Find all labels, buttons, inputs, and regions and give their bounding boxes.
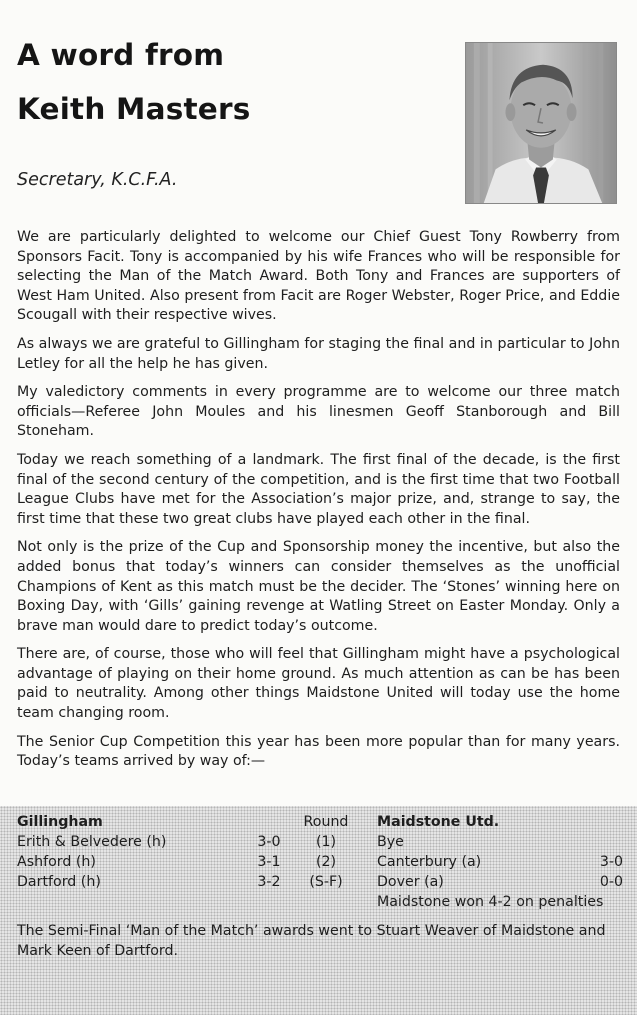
- left-match: Erith & Belvedere (h): [17, 834, 167, 850]
- left-team-header: Gillingham: [17, 814, 103, 830]
- right-match: Dover (a): [377, 874, 444, 890]
- left-match: Ashford (h): [17, 854, 96, 870]
- title-line-1: A word from: [17, 38, 225, 72]
- right-match: Bye: [377, 834, 404, 850]
- left-score: [247, 892, 291, 912]
- round: (1): [315, 834, 337, 850]
- results-header-row: [17, 812, 623, 832]
- right-match: Canterbury (a): [377, 854, 482, 870]
- round: (2): [315, 854, 337, 870]
- paragraph: We are particularly delighted to welcome our Chief Guest Tony Rowberry from Sponsors Facit. Tony is accompanied by his wife Frances who will be responsible for selecting the Man of the Match Award. Both Tony and Frances are supporters of West Ham United. Also present from Facit are Roger Webster, Roger Price, and Eddie Scougall with their respective wives.: [17, 229, 620, 324]
- title-line-2: Keith Masters: [17, 92, 251, 126]
- right-score: [499, 832, 623, 852]
- results-note: The Semi-Final ‘Man of the Match’ awards went to Stuart Weaver of Maidstone and Mark Keen of Dartford.: [17, 923, 606, 959]
- round-header: Round: [303, 814, 349, 830]
- paragraph: There are, of course, those who will feel that Gillingham might have a psychological advantage of playing on their home ground. As much attention as can be has been paid to neutrality. Among other things Maidstone United will today use the home team changing room.: [17, 646, 620, 722]
- table-row: [17, 832, 623, 852]
- left-match: Dartford (h): [17, 874, 101, 890]
- article-body: [17, 228, 620, 781]
- page-title: [17, 28, 250, 136]
- table-row: [17, 872, 623, 892]
- right-score: 3-0: [599, 854, 623, 870]
- results-panel: [0, 806, 637, 1015]
- paragraph: The Senior Cup Competition this year has been more popular than for many years. Today’s teams arrived by way of:—: [17, 733, 620, 770]
- right-score: 0-0: [599, 874, 623, 890]
- paragraph: Not only is the prize of the Cup and Sponsorship money the incentive, but also the added bonus that today’s winners can consider themselves as the unofficial Champions of Kent as this match must be the decider. The ‘Stones’ winning here on Boxing Day, with ‘Gills’ gaining revenge at Watling Street on Easter Monday. Only a brave man would dare to predict today’s outcome.: [17, 539, 620, 634]
- subtitle: Secretary, K.C.F.A.: [17, 170, 178, 190]
- paragraph: As always we are grateful to Gillingham for staging the final and in particular to John Letley for all the help he has given.: [17, 335, 620, 372]
- left-match: [17, 892, 247, 912]
- table-row: [17, 852, 623, 872]
- right-match: Maidstone won 4-2 on penalties: [377, 894, 604, 910]
- round: [291, 892, 361, 912]
- paragraph: Today we reach something of a landmark. The first final of the decade, is the first final of the second century of the competition, and is the first time that two Football League Clubs have met for the Association’s major prize, and, strange to say, the first time that these two great clubs have played each other in the final.: [17, 451, 620, 527]
- left-score: 3-0: [257, 834, 281, 850]
- results-table: [17, 812, 623, 912]
- left-score: 3-1: [257, 854, 281, 870]
- table-row: [17, 892, 623, 912]
- portrait-icon: [466, 43, 616, 203]
- right-team-header: Maidstone Utd.: [377, 814, 500, 830]
- portrait-photo: [465, 42, 617, 204]
- round: (S-F): [309, 874, 343, 890]
- left-score: 3-2: [257, 874, 281, 890]
- paragraph: My valedictory comments in every programme are to welcome our three match officials—Referee John Moules and his linesmen Geoff Stanborough and Bill Stoneham.: [17, 384, 620, 440]
